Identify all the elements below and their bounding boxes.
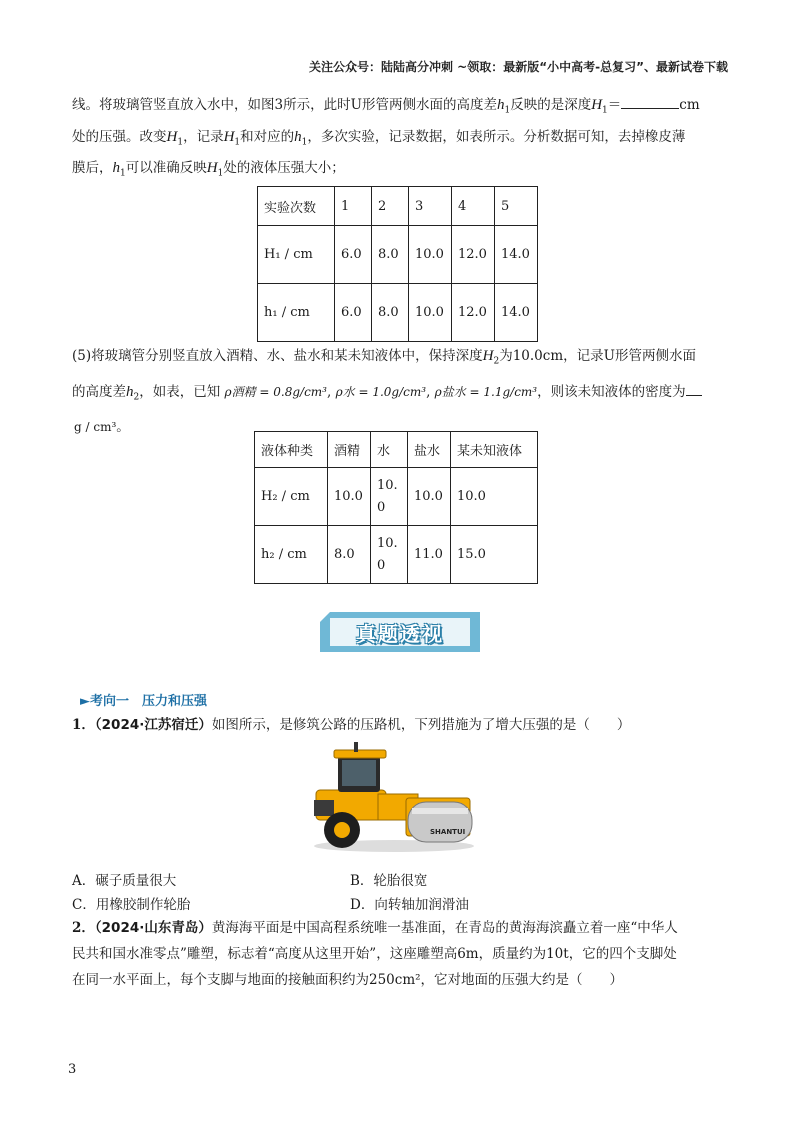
table-row: h₁ / cm 6.0 8.0 10.0 12.0 14.0 <box>258 284 538 342</box>
answer-blank-density[interactable] <box>686 395 702 396</box>
table-experiment-1 <box>257 186 538 342</box>
paragraph-continuation <box>72 92 732 187</box>
banner-title: 真题透视 <box>356 621 444 646</box>
answer-blank-depth[interactable] <box>621 108 679 109</box>
q2-line3: 在同一水平面上，每个支脚与地面的接触面积约为250cm²，它对地面的压强大约是（ ） <box>72 972 624 988</box>
paragraph-part5 <box>72 341 732 442</box>
table-row: H₂ / cm 10.0 10.0 10.0 10.0 <box>255 468 538 526</box>
question-2 <box>72 915 732 993</box>
section-heading: ►考向一 压力和压强 <box>80 694 207 709</box>
para1-line2: 处的压强。改变$H_1$，记录$H_1$和对应的$h_1$，多次实验，记录数据，如表所示。分析数据可知，去掉橡皮薄 <box>72 128 686 148</box>
banner-inner <box>330 618 470 646</box>
road-roller-image <box>308 738 478 854</box>
table-row: h₂ / cm 8.0 10.0 11.0 15.0 <box>255 526 538 584</box>
page-number: 3 <box>68 1062 77 1077</box>
page-header: 关注公众号：陆陆高分冲刺 ~领取：最新版“小中高考-总复习”、最新试卷下载 <box>309 60 728 74</box>
question-1: 1．（2024·江苏宿迁）如图所示，是修筑公路的压路机，下列措施为了增大压强的是（ ） <box>72 717 631 733</box>
section-banner <box>320 608 480 656</box>
table-liquids <box>254 431 538 584</box>
option-d[interactable]: D．向转轴加润滑油 <box>350 897 469 913</box>
option-c[interactable]: C．用橡胶制作轮胎 <box>72 897 191 913</box>
table-row: H₁ / cm 6.0 8.0 10.0 12.0 14.0 <box>258 226 538 284</box>
q2-line2: 民共和国水准零点”雕塑，标志着“高度从这里开始”，这座雕塑高6m，质量约为10t，它的四个支脚处 <box>72 946 677 962</box>
q2-line1: 2．（2024·山东青岛）黄海海平面是中国高程系统唯一基准面，在青岛的黄海海滨矗立着一座“中华人 <box>72 920 678 936</box>
table-row: 实验次数 1 2 3 4 5 <box>258 187 538 226</box>
option-b[interactable]: B．轮胎很宽 <box>350 873 428 889</box>
para2-line2: 的高度差$h_2$，如表，已知 ρ酒精 = 0.8g/cm³, ρ水 = 1.0g/cm³, ρ盐水 = 1.1g/cm³，则该未知液体的密度为 <box>72 377 732 413</box>
para1-line1: 线。将玻璃管竖直放入水中，如图3所示，此时U形管两侧水面的高度差$h_1$反映的是深度$H_1=$ cm <box>72 97 700 116</box>
para1-line3: 膜后，$h_1$可以准确反映$H_1$处的液体压强大小； <box>72 160 345 180</box>
roller-brand-label: SHANTUI <box>430 828 466 836</box>
table-row: 液体种类 酒精 水 盐水 某未知液体 <box>255 432 538 468</box>
para2-line1: (5)将玻璃管分别竖直放入酒精、水、盐水和某未知液体中，保持深度$H_2$为10.0cm，记录U形管两侧水面 <box>72 348 697 367</box>
para2-line3: g / cm³。 <box>74 419 130 436</box>
option-a[interactable]: A．碾子质量很大 <box>72 873 177 889</box>
